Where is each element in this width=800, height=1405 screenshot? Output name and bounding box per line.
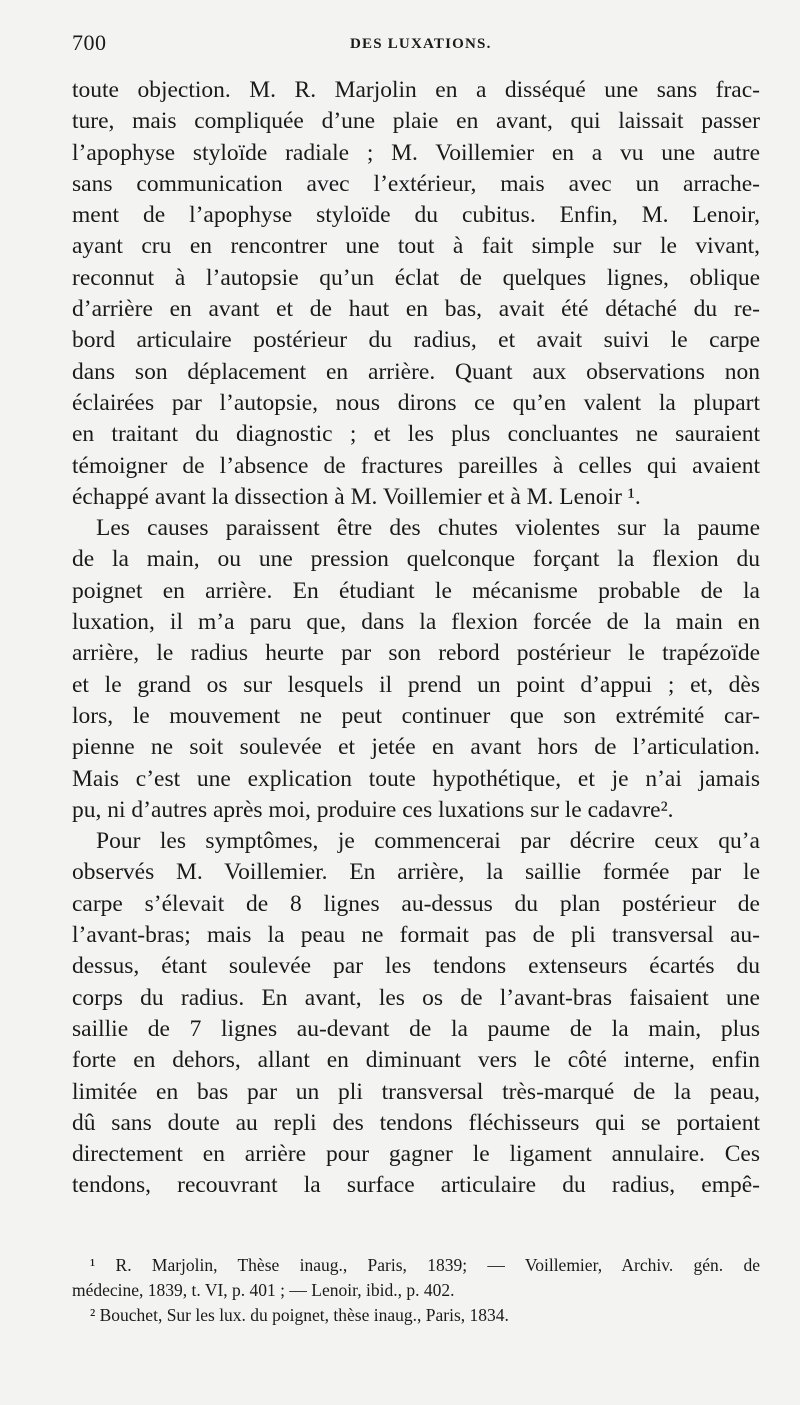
- text-line: l’avant-bras; mais la peau ne formait pas de pli transversal au-: [72, 922, 760, 949]
- text-line: ayant cru en rencontrer une tout à fait simple sur le vivant,: [72, 233, 760, 260]
- text-line: lors, le mouvement ne peut continuer que son extrémité car-: [72, 702, 760, 729]
- footnote-line: ² Bouchet, Sur les lux. du poignet, thèse inaug., Paris, 1834.: [90, 1305, 509, 1325]
- text-line: de la main, ou une pression quelconque forçant la flexion du: [72, 546, 760, 573]
- footnotes: [72, 1253, 760, 1328]
- text-line: en traitant du diagnostic ; et les plus concluantes ne sauraient: [72, 421, 760, 448]
- text-line: Pour les symptômes, je commencerai par décrire ceux qu’a: [96, 828, 760, 855]
- text-line: reconnut à l’autopsie qu’un éclat de quelques lignes, oblique: [72, 264, 760, 291]
- text-line: Les causes paraissent être des chutes violentes sur la paume: [96, 515, 760, 542]
- text-line: et le grand os sur lesquels il prend un point d’appui ; et, dès: [72, 671, 760, 698]
- text-line: éclairées par l’autopsie, nous dirons ce qu’en valent la plupart: [72, 389, 760, 416]
- text-line: dans son déplacement en arrière. Quant aux observations non: [72, 358, 760, 385]
- text-line: corps du radius. En avant, les os de l’avant-bras faisaient une: [72, 984, 760, 1011]
- text-line: luxation, il m’a paru que, dans la flexion forcée de la main en: [72, 609, 760, 636]
- text-line: toute objection. M. R. Marjolin en a disséqué une sans frac-: [72, 77, 760, 103]
- text-line: témoigner de l’absence de fractures pareilles à celles qui avaient: [72, 452, 760, 479]
- page-header: [72, 30, 762, 62]
- text-line: l’apophyse styloïde radiale ; M. Voillemier en a vu une autre: [72, 139, 760, 166]
- text-line: sans communication avec l’extérieur, mais avec un arrache-: [72, 170, 760, 197]
- running-title: DES LUXATIONS.: [350, 36, 492, 52]
- footnote-line: médecine, 1839, t. VI, p. 401 ; — Lenoir, ibid., p. 402.: [72, 1280, 455, 1300]
- text-line: pienne ne soit soulevée et jetée en avant hors de l’articulation.: [72, 734, 760, 761]
- text-line: pu, ni d’autres après moi, produire ces luxations sur le cadavre².: [72, 796, 674, 823]
- text-line: forte en dehors, allant en diminuant vers le côté interne, enfin: [72, 1047, 760, 1074]
- text-line: arrière, le radius heurte par son rebord postérieur le trapézoïde: [72, 640, 760, 667]
- text-line: dû sans doute au repli des tendons fléchisseurs qui se portaient: [72, 1109, 760, 1136]
- text-line: d’arrière en avant et de haut en bas, avait été détaché du re-: [72, 296, 760, 323]
- page-number: 700: [72, 30, 107, 55]
- text-line: bord articulaire postérieur du radius, et avait suivi le carpe: [72, 327, 760, 354]
- text-line: saillie de 7 lignes au-devant de la paume de la main, plus: [72, 1015, 760, 1042]
- text-line: observés M. Voillemier. En arrière, la saillie formée par le: [72, 859, 760, 886]
- text-line: directement en arrière pour gagner le ligament annulaire. Ces: [72, 1141, 760, 1168]
- text-line: tendons, recouvrant la surface articulaire du radius, empê-: [72, 1172, 760, 1199]
- body-text: [72, 75, 760, 1202]
- text-line: dessus, étant soulevée par les tendons extenseurs écartés du: [72, 953, 760, 980]
- text-line: limitée en bas par un pli transversal très-marqué de la peau,: [72, 1078, 760, 1105]
- text-line: ture, mais compliquée d’une plaie en avant, qui laissait passer: [72, 108, 760, 135]
- text-line: échappé avant la dissection à M. Voillemier et à M. Lenoir ¹.: [72, 483, 641, 510]
- text-line: carpe s’élevait de 8 lignes au-dessus du plan postérieur de: [72, 890, 760, 917]
- text-line: poignet en arrière. En étudiant le mécanisme probable de la: [72, 577, 760, 604]
- footnote-line: ¹ R. Marjolin, Thèse inaug., Paris, 1839; — Voillemier, Archiv. gén. de: [90, 1255, 760, 1275]
- text-line: Mais c’est une explication toute hypothétique, et je n’ai jamais: [72, 765, 760, 792]
- text-line: ment de l’apophyse styloïde du cubitus. Enfin, M. Lenoir,: [72, 202, 760, 229]
